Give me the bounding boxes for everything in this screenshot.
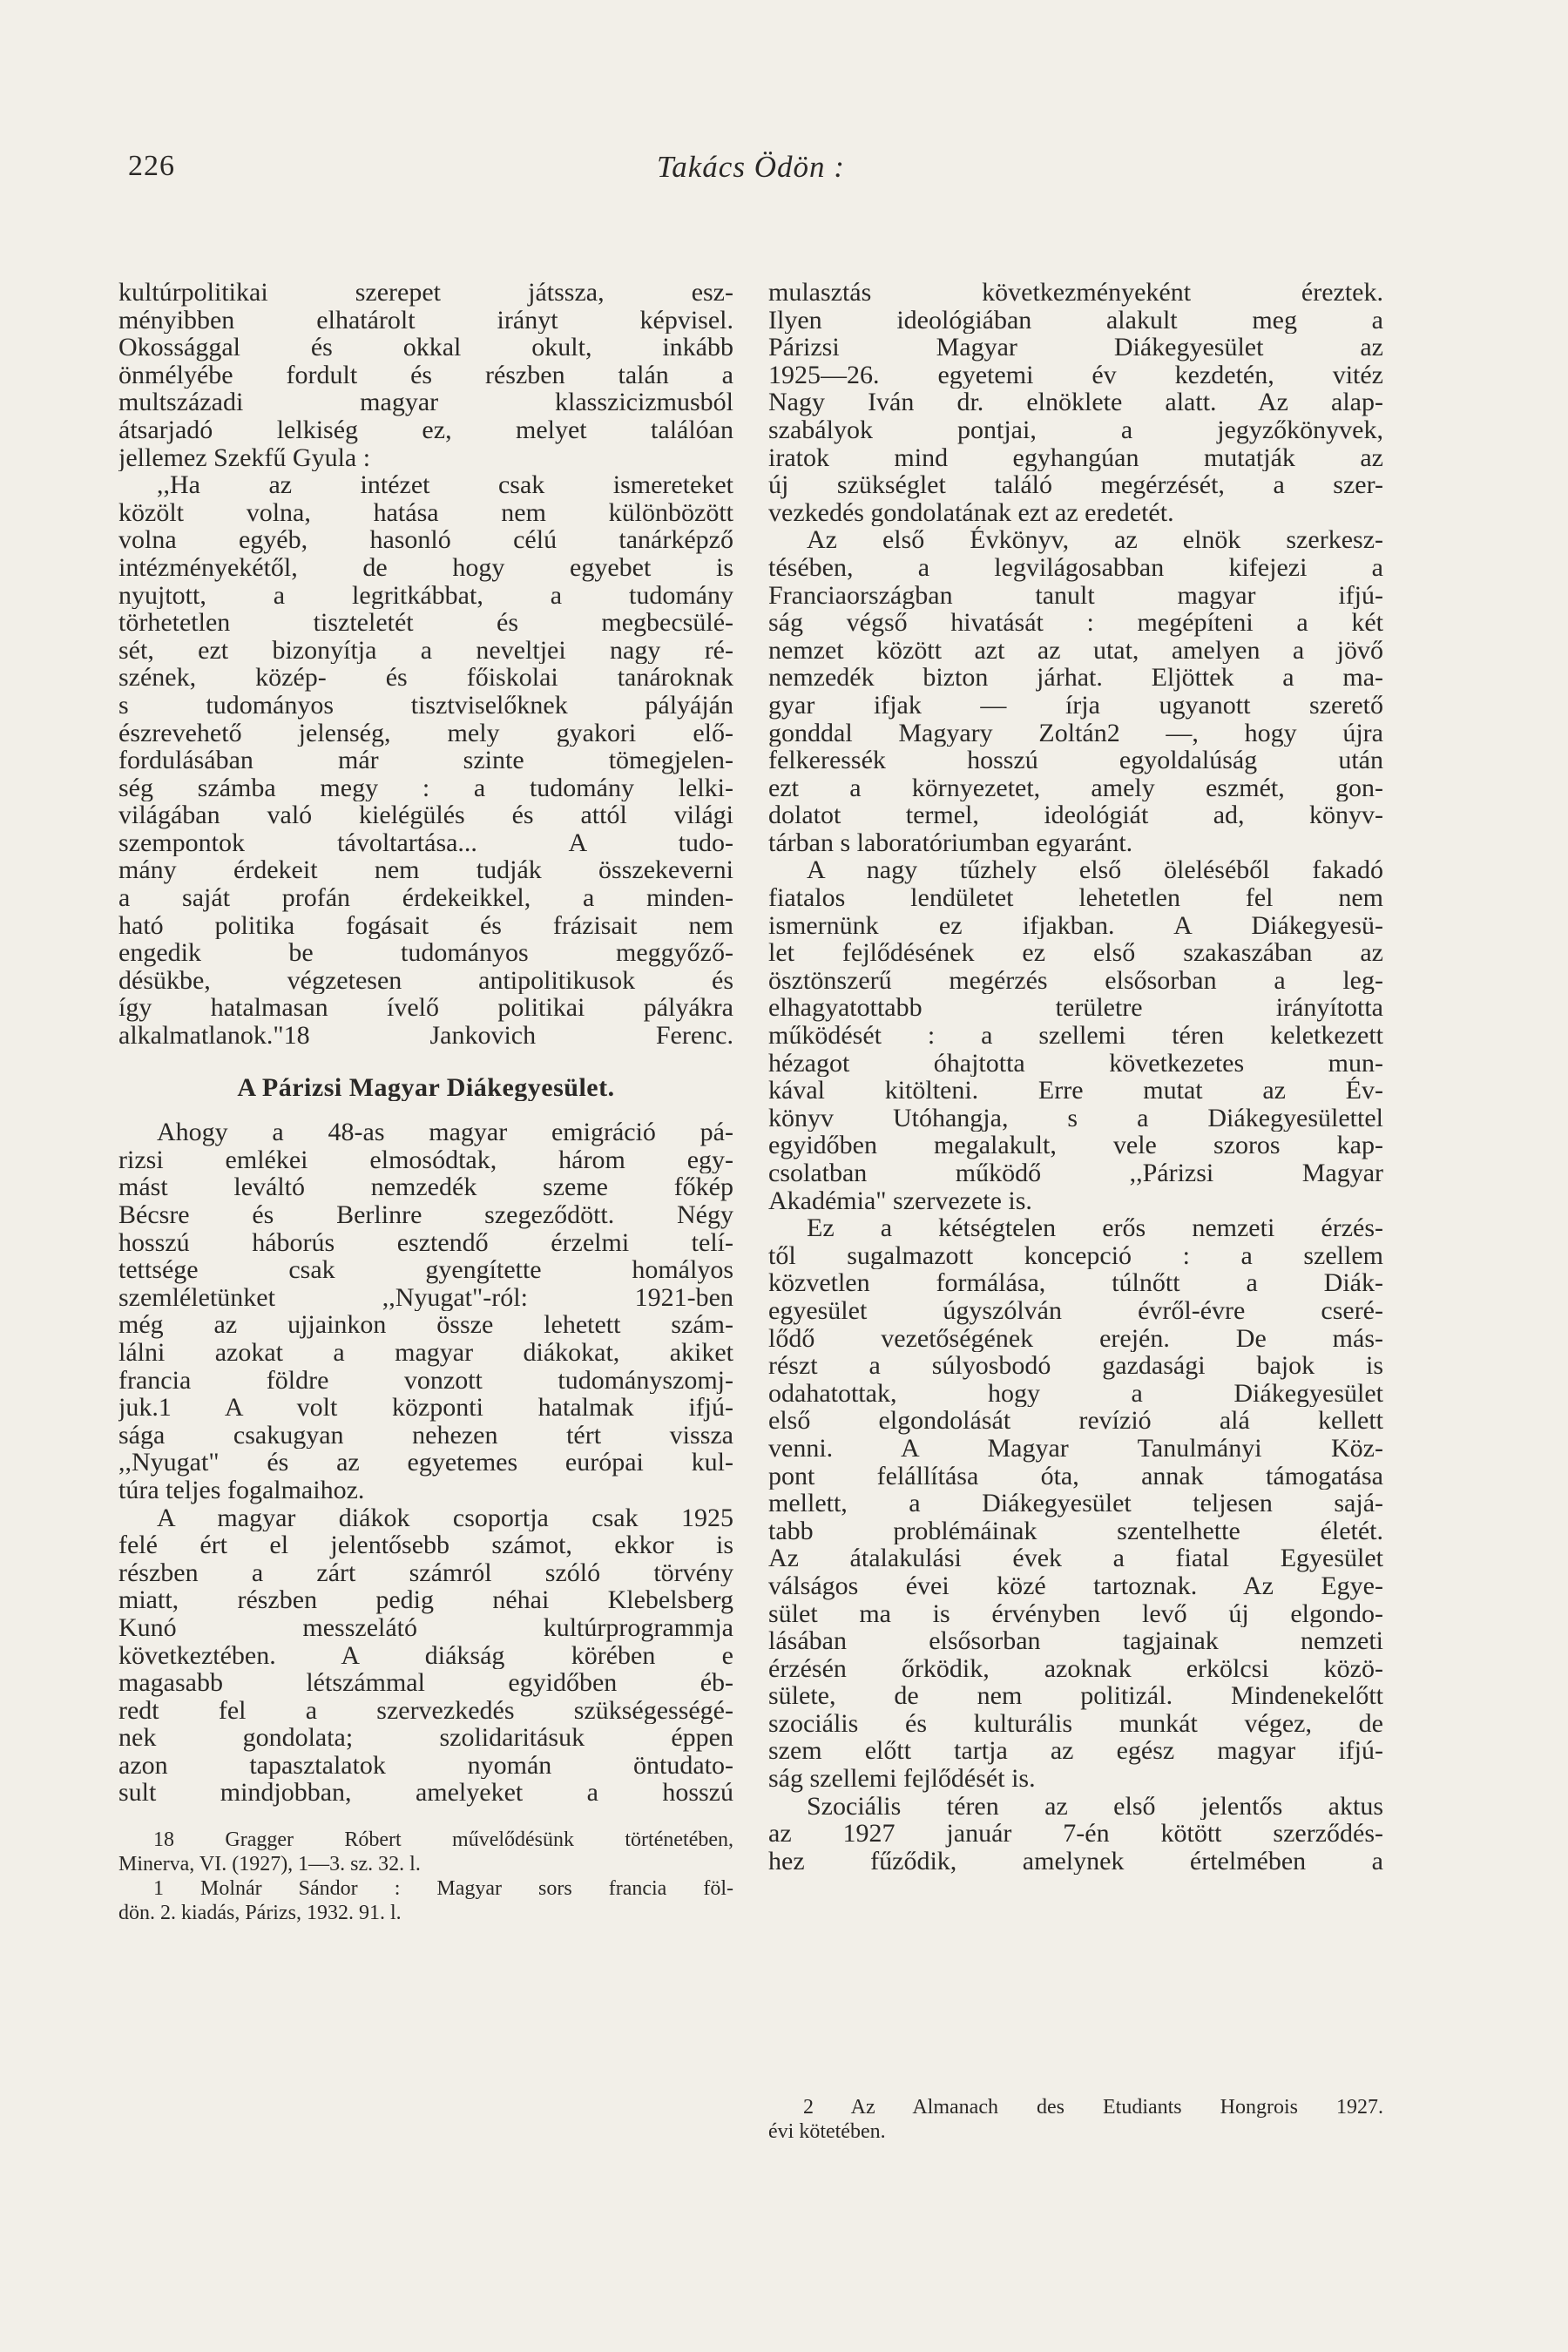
footnote-line: 1 Molnár Sándor : Magyar sors francia föl- [153,1877,733,1901]
text-line: magasabb létszámmal egyidőben éb- [118,1669,733,1697]
text-line: Akadémia" szervezete is. [768,1186,1032,1215]
footnote-line: 2 Az Almanach des Etudiants Hongrois 1927. [803,2096,1383,2119]
text-line: mellett, a Diákegyesület teljesen sajá- [768,1490,1383,1517]
paragraph-start-line: Ez a kétségtelen erős nemzeti érzés- [807,1214,1383,1242]
text-line: még az ujjainkon össze lehetett szám- [118,1311,733,1339]
text-line: így hatalmasan ívelő politikai pályákra [118,994,733,1023]
text-line: átsarjadó lelkiség ez, melyet találóan [118,416,733,444]
text-line: csolatban működő ,,Párizsi Magyar [768,1159,1383,1187]
text-line: sület ma is érvényben levő új elgondo- [768,1599,1383,1628]
text-line: jellemez Szekfű Gyula : [118,443,371,472]
text-line: fordulásában már szinte tömegjelen- [118,747,733,774]
text-line: tésében, a legvilágosabban kifejezi a [768,553,1383,582]
text-line: multszázadi magyar klasszicizmusból [118,389,733,416]
text-line: nemzet között azt az utat, amelyen a jövő [768,636,1383,665]
text-line: részben a zárt számról szóló törvény [118,1558,733,1587]
section-heading: A Párizsi Magyar Diákegyesület. [237,1073,615,1102]
text-line: tettsége csak gyengítette homályos [118,1256,733,1284]
text-line: francia földre vonzott tudományszomj- [118,1366,733,1395]
paragraph-start-line: Az első Évkönyv, az elnök szerkesz- [807,526,1383,554]
text-line: ség számba megy : a tudomány lelki- [118,774,733,802]
text-line: fiatalos lendületet lehetetlen fel nem [768,884,1383,912]
text-line: ság végső hivatását : megépíteni a két [768,609,1383,637]
text-line: s tudományos tisztviselőknek pályáján [118,691,733,720]
text-line: ható politika fogásait és frázisait nem [118,911,733,940]
page-header [0,150,1568,193]
paragraph-start-line: A magyar diákok csoportja csak 1925 [157,1504,733,1532]
text-line: ismernünk ez ifjakban. A Diákegyesü- [768,911,1383,940]
text-line: közvetlen formálása, túlnőtt a Diák- [768,1269,1383,1297]
text-line: Franciaországban tanult magyar ifjú- [768,581,1383,610]
paragraph-start-line: Ahogy a 48-as magyar emigráció pá- [157,1119,733,1146]
text-line: sülete, de nem politizál. Mindenekelőtt [768,1682,1383,1710]
text-line: nemzedék bizton járhat. Eljöttek a ma- [768,664,1383,692]
text-line: egyesület úgyszólván évről-évre cseré- [768,1296,1383,1325]
text-line: Az átalakulási évek a fiatal Egyesület [768,1544,1383,1572]
text-line: iratok mind egyhangúan mutatják az [768,443,1383,472]
text-line: intézményekétől, de hogy egyebet is [118,553,733,582]
text-line: odahatottak, hogy a Diákegyesület [768,1379,1383,1408]
footnote-line: Minerva, VI. (1927), 1—3. sz. 32. l. [118,1853,421,1876]
text-line: Párizsi Magyar Diákegyesület az [768,334,1383,362]
text-line: Bécsre és Berlinre szegeződött. Négy [118,1201,733,1229]
text-line: sága csakugyan nehezen tért vissza [118,1421,733,1450]
text-line: tárban s laboratóriumban egyaránt. [768,828,1133,857]
text-line: sult mindjobban, amelyeket a hosszú [118,1779,733,1808]
running-head: Takács Ödön : [657,150,845,184]
text-line: szociális és kulturális munkát végez, de [768,1709,1383,1738]
footnote-line: évi kötetében. [768,2120,886,2143]
text-line: túra teljes fogalmaihoz. [118,1476,365,1504]
text-line: dolatot termel, ideológiát ad, könyv- [768,801,1383,829]
right-footnotes [768,2095,1383,2144]
text-line: az 1927 január 7-én kötött szerződés- [768,1820,1383,1848]
footnote-line: dön. 2. kiadás, Párizs, 1932. 91. l. [118,1902,402,1925]
text-line: felkeressék hosszú egyoldalúság után [768,747,1383,774]
text-line: től sugalmazott koncepció : a szellem [768,1241,1383,1270]
text-line: gyar ifjak — írja ugyanott szerető [768,691,1383,720]
text-line: redt fel a szervezkedés szükségességé- [118,1696,733,1725]
text-line: pont felállítása óta, annak támogatása [768,1462,1383,1490]
text-line: nek gondolata; szolidaritásuk éppen [118,1724,733,1752]
text-line: mulasztás következményeként éreztek. [768,279,1383,307]
text-line: új szükséglet találó megérzését, a szer- [768,471,1383,499]
text-line: kával kitölteni. Erre mutat az Év- [768,1077,1383,1105]
text-line: szének, közép- és főiskolai tanároknak [118,664,733,692]
text-line: Okossággal és okkal okult, inkább [118,334,733,362]
text-line: hez fűződik, amelynek értelmében a [768,1847,1383,1876]
text-line: egyidőben megalakult, vele szoros kap- [768,1132,1383,1159]
page-number: 226 [128,150,175,182]
text-line: ösztönszerű megérzés elsősorban a leg- [768,966,1383,995]
quote-start-line: ,,Ha az intézet csak ismereteket [157,471,733,499]
paragraph-start-line: A nagy tűzhely első öleléséből fakadó [807,856,1383,885]
text-line: 1925—26. egyetemi év kezdetén, vitéz [768,361,1383,389]
text-line: volna egyéb, hasonló célú tanárképző [118,526,733,554]
text-line: működését : a szellemi téren keletkezett [768,1022,1383,1050]
text-line: vezkedés gondolatának ezt az eredetét. [768,498,1174,527]
text-line: ,,Nyugat" és az egyetemes európai kul- [118,1449,733,1477]
text-line: let fejlődésének ez első szakaszában az [768,939,1383,967]
text-line: mást leváltó nemzedék szeme főkép [118,1173,733,1201]
text-line: miatt, részben pedig néhai Klebelsberg [118,1586,733,1614]
text-line: felé ért el jelentősebb számot, ekkor is [118,1531,733,1559]
text-line: a saját profán érdekeikkel, a minden- [118,884,733,912]
text-line: désükbe, végzetesen antipolitikusok és [118,966,733,995]
text-line: szempontok távoltartása... A tudo- [118,828,733,857]
text-line: Kunó messzelátó kultúrprogrammja [118,1613,733,1642]
text-line: észrevehető jelenség, mely gyakori elő- [118,719,733,747]
text-line: ményibben elhatárolt irányt képvisel. [118,306,733,335]
text-line: juk.1 A volt központi hatalmak ifjú- [118,1394,733,1422]
text-line: közölt volna, hatása nem különbözött [118,498,733,527]
text-line: lálni azokat a magyar diákokat, akiket [118,1338,733,1367]
text-line: válságos évei közé tartoznak. Az Egye- [768,1571,1383,1600]
text-line: szem előtt tartja az egész magyar ifjú- [768,1737,1383,1766]
text-line: nyujtott, a legritkábbat, a tudomány [118,581,733,610]
text-line: venni. A Magyar Tanulmányi Köz- [768,1434,1383,1463]
text-line: azon tapasztalatok nyomán öntudato- [118,1751,733,1780]
quote-attribution-line: alkalmatlanok."18 Jankovich Ferenc. [118,1022,733,1050]
text-line: következtében. A diákság körében e [118,1641,733,1670]
left-column [118,279,733,1925]
text-line: Ilyen ideológiában alakult meg a [768,306,1383,335]
text-line: hosszú háborús esztendő érzelmi telí- [118,1228,733,1257]
text-line: kultúrpolitikai szerepet játssza, esz- [118,279,733,307]
text-line: ság szellemi fejlődését is. [768,1765,1036,1793]
text-line: első elgondolását revízió alá kellett [768,1407,1383,1435]
text-line: mány érdekeit nem tudják összekeverni [118,856,733,885]
footnote-line: 18 Gragger Róbert művelődésünk történetében, [153,1828,733,1852]
text-line: elhagyatottabb területre irányította [768,994,1383,1023]
text-line: gonddal Magyary Zoltán2 —, hogy újra [768,719,1383,747]
text-line: részt a súlyosbodó gazdasági bajok is [768,1352,1383,1380]
text-line: törhetetlen tiszteletét és megbecsülé- [118,609,733,637]
right-column [768,279,1383,1875]
text-line: könyv Utóhangja, s a Diákegyesülettel [768,1104,1383,1132]
text-line: hézagot óhajtotta következetes mun- [768,1049,1383,1078]
text-line: rizsi emlékei elmosódtak, három egy- [118,1146,733,1174]
text-line: tabb problémáinak szentelhette életét. [768,1517,1383,1545]
text-line: sét, ezt bizonyítja a neveltjei nagy ré- [118,636,733,665]
text-line: lődő vezetőségének erején. De más- [768,1324,1383,1353]
text-line: engedik be tudományos meggyőző- [118,939,733,967]
text-line: szemléletünket ,,Nyugat"-ról: 1921-ben [118,1283,733,1312]
text-line: lásában elsősorban tagjainak nemzeti [768,1627,1383,1655]
text-line: Nagy Iván dr. elnöklete alatt. Az alap- [768,389,1383,416]
text-line: ezt a környezetet, amely eszmét, gon- [768,774,1383,802]
text-line: önmélyébe fordult és részben talán a [118,361,733,389]
text-line: világában való kielégülés és attól világi [118,801,733,829]
text-line: szabályok pontjai, a jegyzőkönyvek, [768,416,1383,444]
paragraph-start-line: Szociális téren az első jelentős aktus [807,1792,1383,1821]
text-line: érzésén őrködik, azoknak erkölcsi közö- [768,1654,1383,1683]
